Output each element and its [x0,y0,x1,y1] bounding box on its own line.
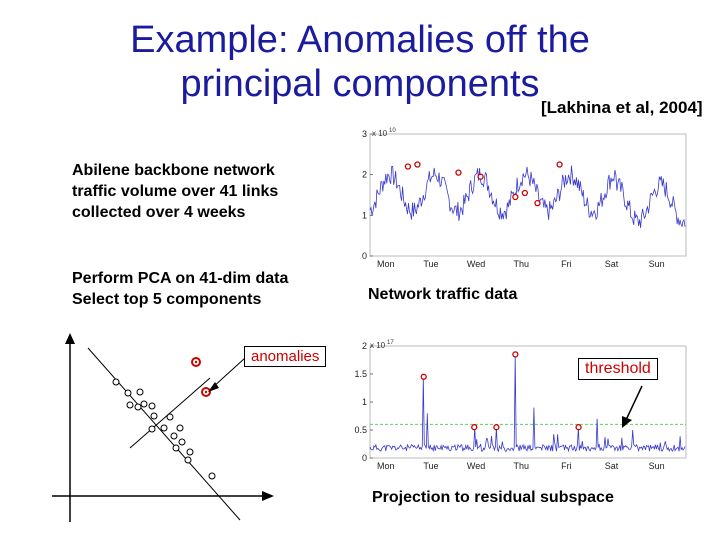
anomaly-markers [421,352,581,430]
y-tick-label: 1 [361,210,367,221]
data-points [113,379,215,479]
data-point [185,457,191,463]
data-point [113,379,119,385]
x-tick-label: Tue [423,461,439,471]
data-point [149,426,155,432]
x-ticks [377,461,665,471]
x-tick-label: Fri [561,461,572,471]
x-tick-label: Wed [466,461,486,471]
anomalies-callout: anomalies [244,346,326,367]
x-ticks [377,259,665,269]
threshold-pointer [626,386,642,420]
description-text [72,160,278,223]
y-tick-label: 3 [361,129,367,139]
x-axis-arrow [262,491,274,501]
y-scale-label: x 10 [372,129,388,138]
x-tick-label: Sat [604,259,619,269]
anomaly-marker [557,162,562,167]
residual-chart [352,334,692,472]
data-point [161,425,167,431]
data-point [177,425,183,431]
description-line: Abilene backbone network [72,162,275,179]
data-point [127,402,133,408]
method-line: Select top 5 components [72,291,262,308]
x-tick-label: Thu [513,461,529,471]
anomaly-marker [421,374,426,379]
data-point [141,401,147,407]
x-tick-label: Tue [423,259,439,269]
anomaly-points [192,358,210,396]
y-scale-exponent: 10 [389,128,396,134]
data-point [209,473,215,479]
y-ticks [362,129,373,261]
data-point [137,389,143,395]
threshold-callout: threshold [578,358,658,380]
caption-residual-subspace: Projection to residual subspace [372,489,614,506]
data-point [167,414,173,420]
title-line-2: principal components [180,63,540,105]
x-tick-label: Mon [377,259,395,269]
data-point [171,433,177,439]
citation: [Lakhina et al, 2004] [541,98,703,117]
data-point [151,413,157,419]
x-tick-label: Wed [466,259,486,269]
principal-direction-1 [88,348,240,520]
caption-network-traffic: Network traffic data [368,286,518,303]
traffic-chart [352,124,692,276]
x-tick-label: Sun [648,259,665,269]
data-point [179,439,185,445]
y-tick-label: 0 [361,251,367,261]
plot-frame [370,134,686,256]
data-point [135,404,141,410]
anomaly-marker [415,162,420,167]
method-line: Perform PCA on 41-dim data [72,270,289,287]
anomaly-marker [456,170,461,175]
y-tick-label: 0.5 [354,425,367,435]
y-tick-label: 2 [361,341,367,351]
y-tick-label: 1.5 [354,369,367,379]
anomaly-marker [478,174,483,179]
slide-title [0,18,720,106]
x-tick-label: Sun [648,461,665,471]
anomalies-pointer [212,358,245,388]
data-point [149,403,155,409]
data-point [173,445,179,451]
x-tick-label: Mon [377,461,395,471]
anomaly-marker [535,201,540,206]
anomaly-marker [522,190,527,195]
anomaly-marker [472,425,477,430]
x-tick-label: Sat [604,461,619,471]
title-line-1: Example: Anomalies off the [130,19,590,61]
anomaly-marker [405,164,410,169]
x-tick-label: Thu [513,259,529,269]
description-line: traffic volume over 41 links [72,183,279,200]
description-line: collected over 4 weeks [72,204,246,221]
data-point [125,390,131,396]
y-axis-arrow [65,333,75,344]
method-text [72,268,288,310]
data-point [187,449,193,455]
principal-direction-2 [130,378,210,448]
y-tick-label: 1 [361,397,367,407]
traffic-series [370,166,685,228]
y-scale-label: x 10 [370,341,386,350]
anomaly-marker [513,195,518,200]
anomaly-marker [494,425,499,430]
y-tick-label: 2 [361,169,367,180]
y-tick-label: 0 [361,453,367,463]
y-scale-exponent: 17 [387,340,394,346]
anomaly-marker [513,352,518,357]
x-tick-label: Fri [561,259,572,269]
anomaly-marker [576,425,581,430]
